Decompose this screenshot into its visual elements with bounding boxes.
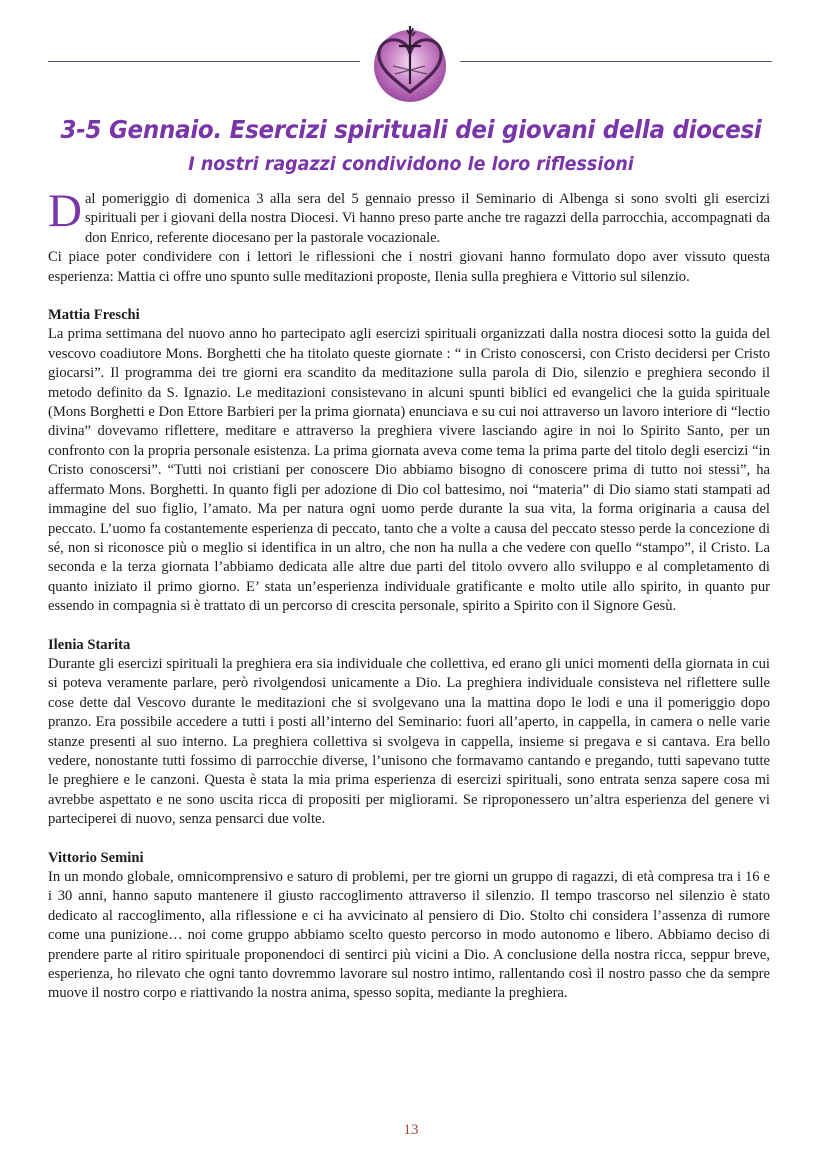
section-text-mattia: La prima settimana del nuovo anno ho partecipato agli esercizi spirituali organizzati dalla nostra diocesi sotto la guida del vescovo coadiutore Mons. Borghetti che ha titolato queste giornate : “ in Cristo conoscersi, con Cristo decidersi per Cristo giocarsi”. Il programma dei tre giorni era scandito da meditazione sulla parola di Dio, silenzio e preghiera secondo il metodo definito da S. Ignazio. Le meditazioni consistevano in alcuni spunti biblici ed evangelici che la guida spirituale (Mons Borghetti e Don Ettore Barbieri per la prima giornata) enunciava e su cui noi attraverso un lavoro interiore di “lectio divina” dovevamo riflettere, meditare e attraverso la preghiera vivere lasciando agire in noi lo Spirito Santo, per un confronto con la propria personale esistenza. La prima giornata aveva come tema la prima parte del titolo degli esercizi “in Cristo conoscersi”. “Tutti noi cristiani per conoscere Dio abbiamo bisogno di conoscere prima di tutto noi stessi”, ha affermato Mons. Borghetti. In quanto figli per adozione di Dio col battesimo, noi “materia” di Dio siamo stati stampati ad immagine del suo figlio, l’amato. Ma per natura ogni uomo perde durante la sua vita, la forma originaria a causa del peccato. L’uomo fa costantemente esperienza di peccato, tanto che a volte a causa del peccato stesso perde la concezione di sé, non si riconosce più o meglio si identifica in un altro, che non ha nulla a che vedere con quello “stampo”, il Cristo. La seconda e la terza giornata l’abbiamo dedicata alle altre due parti del titolo ovvero allo sviluppo e al completamento di quanto iniziato il primo giorno. E’ stata un’esperienza individuale gratificante e molto utile allo spirito, in quanto pur essendo in compagnia si è trattato di un percorso di crescita personale, spirito a Spirito con il Signore Gesù. bbox=[48, 326, 770, 615]
intro-text: al pomeriggio di domenica 3 alla sera del 5 gennaio presso il Seminario di Albenga si sono svolti gli esercizi spirituali per i giovani della nostra Diocesi. Vi hanno preso parte anche tre ragazzi della parrocchia, accompagnati da don Enrico, referente diocesano per la pastorale vocazionale. bbox=[84, 191, 770, 246]
article-title: 3-5 Gennaio. Esercizi spirituali dei giovani della diocesi bbox=[60, 115, 762, 144]
article-subtitle: I nostri ragazzi condividono le loro riflessioni bbox=[188, 153, 634, 175]
header-rule-right bbox=[460, 61, 772, 62]
heart-cross-emblem-icon bbox=[365, 22, 455, 104]
section-spacer bbox=[48, 830, 770, 849]
section-author-mattia: Mattia Freschi bbox=[48, 307, 140, 324]
intro-paragraph-2: Ci piace poter condividere con i lettori le riflessioni che i nostri giovani hanno formulato dopo aver vissuto questa esperienza: Mattia ci offre uno spunto sulle meditazioni proposte, Ilenia sulla preghiera e Vittorio sul silenzio. bbox=[48, 249, 770, 285]
section-spacer bbox=[48, 617, 770, 636]
section-author-ilenia: Ilenia Starita bbox=[48, 636, 131, 653]
section-author-vittorio: Vittorio Semini bbox=[48, 849, 144, 866]
section-text-ilenia: Durante gli esercizi spirituali la preghiera era sia individuale che collettiva, ed erano gli unici momenti della giornata in cui si poteva veramente parlare, però rivolgendosi unicamente a Dio. La preghiera individuale consisteva nel riflettere sulle cose dette dal Vescovo durante le meditazioni che si svolgevano una la mattina dopo le lodi e una il pomeriggio dopo pranzo. Era possibile accedere a tutti i posti all’interno del Seminario: fuori all’aperto, in cappella, in camera o nelle varie stanze presenti al suo interno. La preghiera collettiva si svolgeva in cappella, insieme si pregava e si cantava. Era bello vedere, nonostante tutti fossimo di parrocchie diverse, l’unisono che formavamo cantando e pregando, tutti sapevano tutte le preghiere e le canzoni. Questa è stata la mia prima esperienza di esercizi spirituali, sono entrata senza sapere cosa mi avrebbe aspettato e ne sono uscita ricca di propositi per migliorami. Se riproponessero un’altra esperienza del genere vi parteciperei di nuovo, senza pensarci due volte. bbox=[48, 655, 770, 828]
section-text-vittorio: In un mondo globale, omnicomprensivo e saturo di problemi, per tre giorni un gruppo di ragazzi, di età compresa tra i 16 e i 30 anni, hanno saputo mantenere il giusto raccoglimento attraverso il silenzio. Il tempo trascorso nel silenzio è stato dedicato al raccoglimento, alla riflessione e ci ha avvicinato al pensiero di Dio. Stolto chi considera l’assenza di rumore come una punizione… noi come gruppo abbiamo scelto questo percorso in modo autonomo e libero. Abbiamo deciso di prendere parte al ritiro spirituale proponendoci di sentirci più vicini a Dio. A conclusione della nostra ricca, seppur breve, esperienza, ho rilevato che ogni tanto dovremmo lavorare sul nostro intimo, rallentando così il nostro passo che da sempre muove il nostro corpo e riattivando la nostra anima, spesso sopita, mediante la preghiera. bbox=[48, 869, 770, 1002]
intro-paragraph bbox=[48, 185, 770, 248]
drop-cap: D bbox=[48, 185, 82, 237]
page-number: 13 bbox=[403, 1122, 419, 1138]
article-body bbox=[48, 185, 770, 1004]
header-rule-left bbox=[48, 61, 360, 62]
section-spacer bbox=[48, 287, 770, 306]
